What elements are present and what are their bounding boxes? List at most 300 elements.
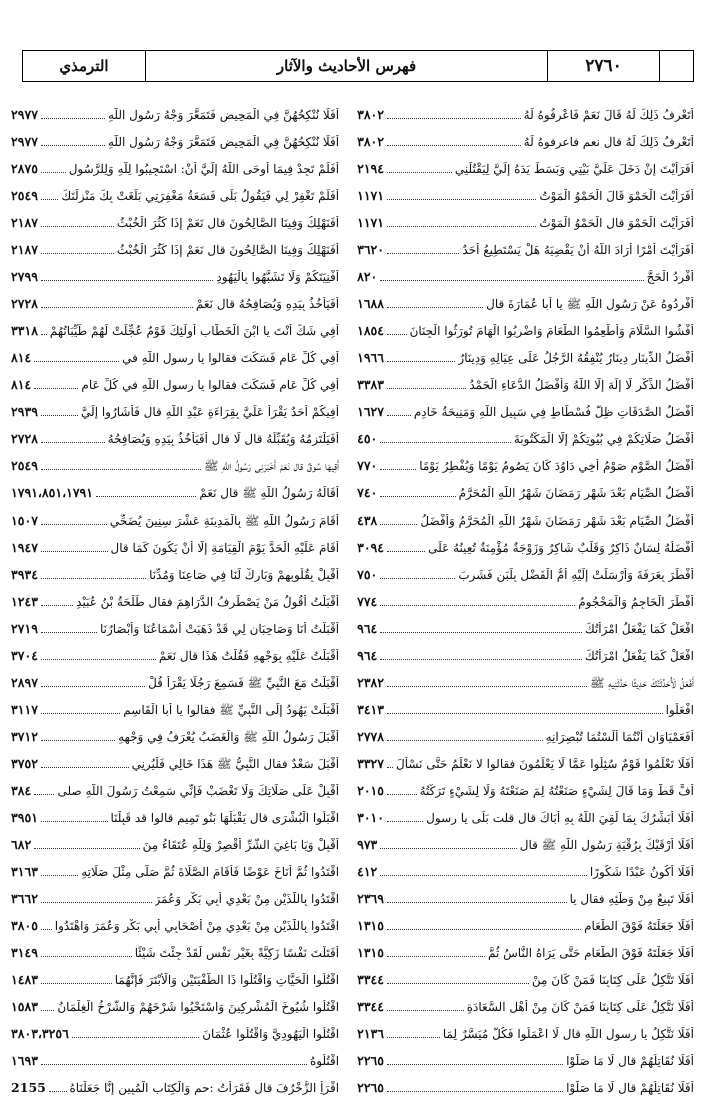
index-entry xyxy=(11,446,339,473)
index-entry xyxy=(357,419,694,446)
left-column xyxy=(11,95,339,1095)
leader-dots xyxy=(41,524,107,525)
index-entry xyxy=(357,717,694,744)
hadith-text: افْعَلُوا xyxy=(665,702,694,717)
leader-dots xyxy=(387,388,466,389)
index-entry xyxy=(11,987,339,1014)
hadith-number: ٣١٤٩ xyxy=(11,945,38,960)
leader-dots xyxy=(41,929,52,930)
hadith-text: أَقْبَلْتُ عَلَيْهِ بِوَجْهِهِ فَقُلْتُ هَذَا قال نَعَمْ xyxy=(158,648,340,663)
leader-dots xyxy=(387,307,483,308)
index-entry xyxy=(11,825,339,852)
leader-dots xyxy=(387,226,536,227)
hadith-text: أَفَنَهْلِكُ وَفِينَا الصَّالِحُونَ قال نَعَمْ إِذَا كَثُرَ الْخُبْثُ xyxy=(116,216,340,231)
leader-dots xyxy=(41,199,58,200)
index-entry xyxy=(357,636,694,663)
hadith-number: ٩٦٤ xyxy=(357,620,378,636)
hadith-text: أَقَامَ رَسُولُ اللَّهِ ﷺ بِالْمَدِينَةِ عَشْرَ سِنِينَ يُضَحِّي xyxy=(109,513,340,528)
index-entry xyxy=(11,879,339,906)
index-entry xyxy=(11,852,339,879)
hadith-text: أَقْبِلْ وَيَا بَاغِيَ الشَّرِّ أَقْصِرْ وَلِلَّهِ عُتَقَاءُ مِنَ xyxy=(142,837,340,852)
hadith-text: أَفَلَا نَتَّكِلُ عَلَى كِتَابِنَا فَمَنْ كَانَ مِنْ أَهْلِ السَّعَادَةِ xyxy=(466,1000,694,1015)
hadith-text: أَفَرَأَيْتَ الْحَمْوَ قَالَ الْحَمْوُ الْمَوْتُ xyxy=(539,189,694,204)
hadith-text: أَفَلَا تَعْلَمُوا قَوْمٌ سُئِلُوا عَمَّا لَا يَعْلَمُونَ فقالوا لا نَعْلَمُ حَتَّى نَسْأَلَ xyxy=(395,756,694,771)
leader-dots xyxy=(41,253,114,254)
hadith-number: ٢١٣٦ xyxy=(357,1026,384,1042)
index-entry xyxy=(11,636,339,663)
index-entry xyxy=(357,311,694,338)
leader-dots xyxy=(41,1010,54,1011)
index-entry xyxy=(357,122,694,149)
hadith-number: ٣٤١٣ xyxy=(357,701,384,717)
index-entry xyxy=(357,528,694,555)
leader-dots xyxy=(387,902,567,903)
leader-dots xyxy=(34,388,78,389)
hadith-text: أَقْبَلَ سَعْدٌ فقال النَّبِيُّ ﷺ هَذَا خَالِي فَلْيُرِنِي xyxy=(131,756,340,771)
hadith-text: أَفِي كُلِّ عَامٍ فَسَكَتَ فقالوا يا رسول اللَّهِ في xyxy=(122,351,340,366)
hadith-number: ٣٨٠٥ xyxy=(11,917,38,933)
leader-dots xyxy=(387,415,411,416)
index-entry xyxy=(357,392,694,419)
index-entry xyxy=(11,663,339,690)
index-entry xyxy=(11,1014,339,1041)
leader-dots xyxy=(41,280,214,281)
hadith-number: ٣٣٤٤ xyxy=(357,972,384,988)
hadith-text: افْعَلْ كَمَا يَفْعَلُ امْرَأَتُكَ xyxy=(584,648,694,663)
index-entry xyxy=(11,609,339,636)
index-entry xyxy=(357,149,694,176)
hadith-number: ٣٧٥٢ xyxy=(11,755,38,771)
hadith-text: أَفَنَهْلِكُ وَفِينَا الصَّالِحُونَ قال نَعَمْ إِذَا كَثُرَ الْخُبْثُ xyxy=(116,243,340,258)
leader-dots xyxy=(380,280,643,281)
index-entry xyxy=(357,798,694,825)
hadith-text: أَفْضَلُهُ لِسَانٌ ذَاكِرٌ وَقَلْبٌ شَاكِرٌ وَزَوْجَةٌ مُؤْمِنَةٌ تُعِينُهُ عَلَى xyxy=(428,540,694,555)
hadith-text: أَفَلَمْ تَجِدْ فِيمَا أُوحَى اللَّهُ إِلَيَّ أَنْ: اسْتَجِيبُوا لِلَّهِ وَلِلرَّسُولِ xyxy=(68,162,340,177)
index-entry xyxy=(357,771,694,798)
leader-dots xyxy=(380,605,575,606)
hadith-number: ٢٥٤٩ xyxy=(11,188,38,204)
leader-dots xyxy=(41,334,47,335)
hadith-number: ٣٧١٢ xyxy=(11,728,38,744)
hadith-text: أَقْبِلْ عَلَى صَلَاتِكَ وَلَا تَغْضَبْ فَإِنِّي سَمِعْتُ رَسُولَ اللَّهِ صلى xyxy=(57,783,340,798)
index-entry xyxy=(357,960,694,987)
hadith-text: أَفَيَلْتَزِمُهُ وَيُقَبِّلُهُ قال لَا قال أَفَيَأْخُذُ بِيَدِهِ وَيُصَافِحُهُ xyxy=(107,432,340,447)
hadith-text: أَفْنِيَتَكُمْ وَلَا تَشَبَّهُوا بِالْيَهُودِ xyxy=(216,270,340,285)
leader-dots xyxy=(387,929,581,930)
index-entry xyxy=(11,798,339,825)
index-entry xyxy=(11,230,339,257)
index-entry xyxy=(11,311,339,338)
index-entry xyxy=(11,149,339,176)
index-entry xyxy=(357,95,694,122)
index-entry xyxy=(357,582,694,609)
hadith-text: أَفَرَأَيْتَ أَمْرًا أَرَادَ اللَّهُ أَنْ يَقْضِيَهُ هَلْ يَسْتَطِيعُ أَحَدٌ xyxy=(462,243,694,258)
page-header xyxy=(22,50,694,82)
hadith-number: ٢٧٢٨ xyxy=(11,296,38,312)
hadith-number: ١١٧١ xyxy=(357,188,384,204)
hadith-number: ٢٨٧٥ xyxy=(11,161,38,177)
leader-dots xyxy=(41,307,193,308)
hadith-text: أَقْبَلْتُ أَنَا وَصَاحِبَانِ لِي قَدْ ذَهَبَتْ أَسْمَاعُنَا وَأَبْصَارُنَا xyxy=(99,621,340,636)
hadith-number: ٢١٨٧ xyxy=(11,242,38,258)
leader-dots xyxy=(41,686,145,687)
hadith-number: ٢٢٦٥ xyxy=(357,1080,384,1096)
leader-dots xyxy=(380,848,516,849)
hadith-number: ٢٥٤٩ xyxy=(11,458,38,474)
leader-dots xyxy=(387,551,425,552)
hadith-number: ٧٧٤ xyxy=(357,593,378,609)
hadith-number: ١٩٤٧ xyxy=(11,539,38,555)
index-entry xyxy=(357,690,694,717)
hadith-text: اقْرَأِ الزُّخْرُفَ قال فَقَرَأْتُ :حم وَالْكِتَابِ الْمُبِينِ إِنَّا جَعَلْنَاهُ xyxy=(69,1081,340,1096)
hadith-text: اقْتَدُوا بِاللَّذَيْنِ مِنْ بَعْدِي أَبِي بَكْرٍ وَعُمَرَ xyxy=(154,891,340,906)
hadith-number: ١٧٩١،٨٥١،١٧٩١ xyxy=(11,485,93,501)
hadith-number: ٣٠١٠ xyxy=(357,809,384,825)
hadith-number: ١٨٥٤ xyxy=(357,323,384,339)
hadith-number: ١٦٨٨ xyxy=(357,296,384,312)
hadith-number: ٣١١٧ xyxy=(11,701,38,717)
leader-dots xyxy=(387,361,455,362)
index-entry xyxy=(11,365,339,392)
leader-dots xyxy=(387,956,485,957)
leader-dots xyxy=(387,767,393,768)
hadith-text: اقْتُلُوهُ xyxy=(309,1054,340,1069)
leader-dots xyxy=(387,821,423,822)
index-entry xyxy=(11,555,339,582)
leader-dots xyxy=(380,578,455,579)
index-entry xyxy=(11,122,339,149)
index-entry xyxy=(357,609,694,636)
leader-dots xyxy=(380,659,582,660)
hadith-text: أَفَلَا أُبَشِّرُكَ بِمَا لَقِيَ اللَّهُ بِهِ أَبَاكَ قال قلت بَلَى يا رسول xyxy=(426,810,694,825)
hadith-number: ٣١٦٣ xyxy=(11,863,38,879)
leader-dots xyxy=(41,1064,307,1065)
index-entry xyxy=(357,879,694,906)
hadith-text: أَفَلَا تَبِيعُ مِنْ وَطْئِهِ فقال يا xyxy=(569,891,694,906)
index-entry xyxy=(11,257,339,284)
leader-dots xyxy=(41,875,78,876)
index-entry xyxy=(357,500,694,527)
header-empty-cell xyxy=(659,51,693,81)
index-columns xyxy=(11,95,694,1096)
hadith-number: ٢١٩٤ xyxy=(357,161,384,177)
hadith-text: أَفَلَمْ تَغْفِرْ لِي فَيَقُولُ بَلَى فَسَعَةُ مَغْفِرَتِي بَلَغَتْ بِكَ مَنْزِلَتَكَ xyxy=(61,189,340,204)
leader-dots xyxy=(41,442,105,443)
hadith-number: ٣٦٢٠ xyxy=(357,242,384,258)
hadith-text: اقْتُلُوا شُيُوخَ الْمُشْرِكِينَ وَاسْتَحْيُوا شَرْخَهُمْ وَالشَّرْخُ الْغِلْمَانُ xyxy=(57,1000,340,1015)
hadith-text: أَقْبَلْتُ مَعَ النَّبِيِّ ﷺ فَسَمِعَ رَجُلًا يَقْرَأُ قُلْ xyxy=(148,675,340,690)
leader-dots xyxy=(41,767,129,768)
hadith-text: أَفِيكُمْ أَحَدٌ يَقْرَأُ عَلَيَّ بِقِرَاءَةِ عَبْدِ اللَّهِ قال فَأَشَارُوا إِلَيَّ xyxy=(81,405,340,420)
index-entry xyxy=(357,933,694,960)
hadith-text: أَفِي كُلِّ عَامٍ فَسَكَتَ فقالوا يا رسول اللَّهِ في كُلِّ عَامٍ xyxy=(81,378,340,393)
leader-dots xyxy=(380,442,511,443)
leader-dots xyxy=(387,145,521,146)
hadith-number: ٨١٤ xyxy=(11,377,32,393)
leader-dots xyxy=(96,496,196,497)
index-entry xyxy=(357,1068,694,1095)
hadith-text: أَفَعَمْيَاوَانِ أَنْتُمَا أَلَسْتُمَا تُبْصِرَانِهِ xyxy=(545,729,694,744)
hadith-text: اقْتَدُوا ثُمَّ أَنَاخَ عَوْضًا فَأَقَامَ الصَّلَاةَ ثُمَّ صَلَّى مِثْلَ صَلَاتِهِ xyxy=(81,864,340,879)
index-entry xyxy=(11,744,339,771)
index-entry xyxy=(357,176,694,203)
hadith-number: ٣٨٠٢ xyxy=(357,107,384,123)
hadith-text: أَقْبِلْ بِقُلُوبِهِمْ وَبَارِكْ لَنَا فِي صَاعِنَا وَمُدِّنَا xyxy=(149,567,340,582)
index-entry xyxy=(357,1041,694,1068)
hadith-number: ٤٥٠ xyxy=(357,431,378,447)
hadith-text: أَقْبَلَ رَسُولُ اللَّهِ ﷺ وَالْغَضَبُ يُعْرَفُ فِي وَجْهِهِ xyxy=(118,729,340,744)
hadith-text: أَقَالَهُ رَسُولُ اللَّهِ ﷺ قال نَعَمْ xyxy=(199,486,340,501)
leader-dots xyxy=(41,145,105,146)
leader-dots xyxy=(41,469,201,470)
hadith-number: ٣٩٣٤ xyxy=(11,566,38,582)
index-entry xyxy=(11,960,339,987)
hadith-number: ٣٣١٨ xyxy=(11,323,38,339)
hadith-text: أَتَعْرِفُ ذَلِكَ لَهُ قال نعم فاعرفوهُ لَهُ xyxy=(523,135,694,150)
leader-dots xyxy=(387,686,587,687)
hadith-text: أَقِيهَا سُوقٌ قال نَعَمْ أَخْبَرَنِي رَسُولُ اللَّهِ ﷺ xyxy=(203,459,340,474)
hadith-text: أَفْضَلُ الصِّيَامِ بَعْدَ شَهْرِ رَمَضَانَ شَهْرُ اللَّهِ الْمُحَرَّمُ وَأَفْضَلُ xyxy=(420,513,694,528)
index-entry xyxy=(11,690,339,717)
index-entry xyxy=(357,1014,694,1041)
hadith-text: أَقْبَلْتُ أَقُولُ مَنْ يَصْطَرِفُ الدَّرَاهِمَ فقال طَلْحَةُ بْنُ عُبَيْدِ xyxy=(76,594,340,609)
hadith-text: أَفَيَأْخُذُ بِيَدِهِ وَيُصَافِحُهُ قال نَعَمْ xyxy=(195,297,340,312)
hadith-text: أَفْعَلُ لَأُحَدِّثَنَّكَ حَدِيثًا حَدَّثَنِيهِ ﷺ xyxy=(589,675,694,690)
hadith-text: أَفَرَأَيْتَ إِنْ دَخَلَ عَلَيَّ بَيْتِي وَبَسَطَ يَدَهُ إِلَيَّ لِيَقْتُلَنِي xyxy=(454,162,694,177)
hadith-number: ٩٦٤ xyxy=(357,647,378,663)
hadith-number: ١٤٨٣ xyxy=(11,972,38,988)
book-name: الترمذي xyxy=(59,57,109,75)
hadith-number: ٢١٨٧ xyxy=(11,215,38,231)
page-number: ٢٧٦٠ xyxy=(547,51,659,81)
hadith-number: ١٦٩٣ xyxy=(11,1053,38,1069)
index-entry xyxy=(11,717,339,744)
hadith-text: أَفْشُوا السَّلَامَ وَأَطْعِمُوا الطَّعَامَ وَاضْرِبُوا الْهَامَ تُورَثُوا الْجِنَانَ xyxy=(409,324,694,339)
leader-dots xyxy=(387,1037,440,1038)
index-entry xyxy=(357,446,694,473)
hadith-number: ٣٨٠٢ xyxy=(357,134,384,150)
leader-dots xyxy=(41,551,108,552)
hadith-number: ٧٧٠ xyxy=(357,458,378,474)
leader-dots xyxy=(41,578,146,579)
hadith-text: أَقَتَلْتَ نَفْسًا زَكِيَّةً بِغَيْرِ نَفْسٍ لَقَدْ جِئْتَ شَيْئًا xyxy=(134,946,340,960)
hadith-text: أَفْضَلُ الصَّوْمِ صَوْمُ أَخِي دَاوُدَ كَانَ يَصُومُ يَوْمًا وَيُفْطِرُ يَوْمًا xyxy=(419,459,694,474)
leader-dots xyxy=(34,848,139,849)
leader-dots xyxy=(41,632,97,633)
leader-dots xyxy=(387,740,543,741)
hadith-text: اقْتُلُوا الْيَهُودِيَّ وَاقْتُلُوا عُثْمَانَ xyxy=(202,1027,340,1042)
index-entry xyxy=(11,528,339,555)
leader-dots xyxy=(41,118,105,119)
leader-dots xyxy=(34,361,119,362)
hadith-number: ٨٢٠ xyxy=(357,269,378,285)
index-entry xyxy=(11,419,339,446)
hadith-text: اقْبَلُوا الْبُشْرَى قال يَقْبَلْهَا بَنُو تَمِيمٍ قالوا قد قَبِلْنَا xyxy=(110,810,340,825)
leader-dots xyxy=(41,605,73,606)
index-entry xyxy=(357,365,694,392)
leader-dots xyxy=(41,821,108,822)
hadith-number: ٤٣٨ xyxy=(357,512,378,528)
hadith-number: ٧٥٠ xyxy=(357,566,378,582)
hadith-number: ٣٨٠٣،٣٢٥٦ xyxy=(11,1026,69,1042)
index-entry xyxy=(357,555,694,582)
hadith-text: أَفَلَا أَكُونُ عَبْدًا شَكُورًا xyxy=(589,864,694,879)
hadith-number: ١٥٠٧ xyxy=(11,512,38,528)
hadith-number: ١٣١٥ xyxy=(357,917,384,933)
hadith-text: افْعَلْ كَمَا يَفْعَلُ امْرَأَتُكَ xyxy=(584,621,694,636)
hadith-number: ٢٢٦٥ xyxy=(357,1053,384,1069)
index-entry xyxy=(11,1068,339,1095)
hadith-text: أَفْضَلُ الصَّدَقَاتِ ظِلُّ فُسْطَاطٍ فِي سَبِيلِ اللَّهِ وَمَنِيحَةُ خَادِمٍ xyxy=(413,405,694,420)
hadith-number: ٢٧٢٨ xyxy=(11,431,38,447)
leader-dots xyxy=(380,875,587,876)
leader-dots xyxy=(380,524,417,525)
hadith-number: ٩٧٣ xyxy=(357,836,378,852)
index-entry xyxy=(357,744,694,771)
index-entry xyxy=(357,906,694,933)
index-entry xyxy=(11,771,339,798)
leader-dots xyxy=(387,1064,563,1065)
hadith-number: ٣٦٦٢ xyxy=(11,890,38,906)
index-title: فهرس الأحاديث والآثار xyxy=(145,51,547,81)
hadith-number: ٣٨٤ xyxy=(11,782,32,798)
leader-dots xyxy=(387,199,536,200)
leader-dots xyxy=(387,983,529,984)
index-entry xyxy=(11,500,339,527)
index-entry xyxy=(357,203,694,230)
index-entry xyxy=(11,1041,339,1068)
index-entry xyxy=(11,582,339,609)
leader-dots xyxy=(41,226,114,227)
index-entry xyxy=(357,825,694,852)
hadith-text: أَفَلَا تَتَّكِلُ عَلَى كِتَابِنَا فَمَنْ كَانَ مِنْ xyxy=(531,973,694,988)
hadith-number: ٧٤٠ xyxy=(357,485,378,501)
index-entry xyxy=(11,95,339,122)
hadith-number: ٨١٤ xyxy=(11,350,32,366)
hadith-text: اقْتَدُوا بِاللَّذَيْنِ مِنْ بَعْدِي مِنْ أَصْحَابِي أَبِي بَكْرٍ وَعُمَرَ وَاهْتَدُوا xyxy=(54,918,340,933)
right-column xyxy=(357,95,694,1095)
leader-dots xyxy=(380,469,416,470)
index-entry xyxy=(11,338,339,365)
index-entry xyxy=(357,338,694,365)
hadith-number: ٢٣٨٢ xyxy=(357,674,384,690)
hadith-text: أَقْبَلَتْ يَهُودُ إِلَى النَّبِيِّ ﷺ فقالوا يا أبا الْقَاسِمِ xyxy=(123,702,340,717)
hadith-text: أَفَلَا جَعَلْتَهُ فَوْقَ الطَّعَامِ xyxy=(584,918,694,933)
hadith-text: اقْتُلُوا الْحَيَّاتِ وَاقْتُلُوا ذَا الطُّفْيَتَيْنِ وَالْأَبْتَرَ فَإِنَّهُمَا xyxy=(114,973,340,988)
hadith-number: ٤١٢ xyxy=(357,863,378,879)
hadith-text: أَفْطَرَ بِعَرَفَةَ وَأَرْسَلَتْ إِلَيْهِ أُمُّ الْفَضْلِ بِلَبَنٍ فَشَرِبَ xyxy=(458,567,694,582)
leader-dots xyxy=(387,794,417,795)
hadith-number: ٢٧١٩ xyxy=(11,620,38,636)
hadith-number: ٣٣٨٣ xyxy=(357,377,384,393)
hadith-number: ٣٩٥١ xyxy=(11,809,38,825)
leader-dots xyxy=(387,253,459,254)
hadith-number: ٢٧٩٩ xyxy=(11,269,38,285)
index-entry xyxy=(357,284,694,311)
leader-dots xyxy=(41,740,115,741)
hadith-text: أَفِي شَكٍّ أَنْتَ يا ابْنَ الْخَطَّابِ أُولَئِكَ قَوْمٌ عُجِّلَتْ لَهُمْ طَيِّبَاتُهُمْ xyxy=(49,324,340,339)
leader-dots xyxy=(41,983,112,984)
index-entry xyxy=(11,176,339,203)
hadith-text: أَفَلَا أَرْقَيْكَ بِرُقْيَةٍ رَسُولِ اللَّهِ ﷺ قال xyxy=(519,837,694,852)
hadith-text: أُفٍّ قَطُّ وَمَا قَالَ لِشَيْءٍ صَنَعْتُهُ لِمَ صَنَعْتَهُ وَلَا لِشَيْءٍ تَرَكْتُهُ xyxy=(419,783,694,798)
hadith-number: ١٢٤٣ xyxy=(11,593,38,609)
hadith-text: أَفْرِدُوهُ عَنْ رَسُولِ اللَّهِ ﷺ يا أبا عُمَارَةَ قال xyxy=(486,297,694,312)
leader-dots xyxy=(387,1091,563,1092)
hadith-text: أَفَلَا نُنْكِحُهُنَّ فِي الْمَحِيضِ فَتَمَعَّرَ وَجْهُ رَسُولِ اللَّهِ xyxy=(107,108,340,123)
leader-dots xyxy=(41,659,156,660)
hadith-text: أَفَرَأَيْتَ الْحَمْوَ قال الْحَمْوُ الْمَوْتُ xyxy=(539,216,694,231)
hadith-text: أَفَلَا نُقَاتِلُهُمْ قال لَا مَا صَلَّوْا xyxy=(566,1081,694,1096)
leader-dots xyxy=(34,794,54,795)
hadith-number: ٦٨٢ xyxy=(11,836,32,852)
index-entry xyxy=(11,203,339,230)
leader-dots xyxy=(387,334,407,335)
leader-dots xyxy=(49,1091,67,1092)
hadith-number: ١٦٢٧ xyxy=(357,404,384,420)
hadith-number: ٢٨٩٧ xyxy=(11,674,38,690)
hadith-number: ١١٧١ xyxy=(357,215,384,231)
hadith-number: ٣٣٤٤ xyxy=(357,999,384,1015)
hadith-text: أَفَلَا نُقَاتِلُهُمْ قال لَا مَا صَلَّوْا xyxy=(566,1054,694,1069)
leader-dots xyxy=(380,632,582,633)
hadith-text: أَفْرِدُ الْحَجَّ xyxy=(646,270,694,285)
hadith-text: أَفْضَلُ الصِّيَامِ بَعْدَ شَهْرِ رَمَضَانَ شَهْرُ اللَّهِ الْمُحَرَّمُ xyxy=(458,486,694,501)
hadith-number: ٢٣٦٩ xyxy=(357,890,384,906)
leader-dots xyxy=(41,172,66,173)
index-entry xyxy=(11,473,339,500)
hadith-number: ٢٩٧٧ xyxy=(11,107,38,123)
leader-dots xyxy=(41,956,132,957)
leader-dots xyxy=(387,172,452,173)
hadith-text: أَفْطَرَ الْحَاجِمُ وَالْمَحْجُومُ xyxy=(578,594,694,609)
hadith-number: ٣٣٢٧ xyxy=(357,755,384,771)
index-entry xyxy=(11,906,339,933)
hadith-number: ٢٧٧٨ xyxy=(357,728,384,744)
hadith-text: أَفَلَا جَعَلْتَهُ فَوْقَ الطَّعَامِ حَتَّى يَرَاهُ النَّاسُ ثُمَّ xyxy=(488,946,694,960)
leader-dots xyxy=(41,902,152,903)
index-entry xyxy=(11,392,339,419)
hadith-number: ٢٠١٥ xyxy=(357,782,384,798)
hadith-text: أَقَامَ عَلَيْهِ الْحَدَّ يَوْمَ الْقِيَامَةِ إِلَّا أَنْ يَكُونَ كَمَا قال xyxy=(110,540,340,555)
index-entry xyxy=(357,852,694,879)
leader-dots xyxy=(387,713,663,714)
hadith-number: ١٣١٥ xyxy=(357,945,384,960)
hadith-number: ٣٠٩٤ xyxy=(357,539,384,555)
leader-dots xyxy=(41,713,120,714)
leader-dots xyxy=(380,496,455,497)
hadith-number: ٢٩٧٧ xyxy=(11,134,38,150)
hadith-text: أَفْضَلُ الذِّكْرِ لَا إِلَهَ إِلَّا اللَّهُ وَأَفْضَلُ الدُّعَاءِ الْحَمْدُ xyxy=(469,378,694,393)
hadith-text: أَتَعْرِفُ ذَلِكَ لَهُ قَالَ نَعَمْ فَاعْرِفُوهُ لَهُ xyxy=(523,108,694,123)
hadith-text: أَفْضَلُ الدِّينَارِ دِينَارٌ يُنْفِقُهُ الرَّجُلُ عَلَى عِيَالِهِ وَدِينَارٌ xyxy=(458,351,694,366)
index-entry xyxy=(357,230,694,257)
index-entry xyxy=(357,473,694,500)
leader-dots xyxy=(72,1037,199,1038)
hadith-text: أَفَلَا نَتَّكِلُ يا رسول اللَّهِ قال لَا اعْمَلُوا فَكُلٌّ مُيَسَّرٌ لِمَا xyxy=(442,1027,694,1042)
hadith-number: ٣٧٠٤ xyxy=(11,647,38,663)
index-entry xyxy=(357,987,694,1014)
hadith-text: أَفْضَلُ صَلَاتِكُمْ فِي بُيُوتِكُمْ إِلَّا الْمَكْتُوبَةَ xyxy=(513,432,694,447)
hadith-number: ١٩٦٦ xyxy=(357,350,384,366)
leader-dots xyxy=(41,415,78,416)
hadith-number: ٢٩٣٩ xyxy=(11,404,38,420)
hadith-number: 2155 xyxy=(11,1080,46,1096)
index-entry xyxy=(357,663,694,690)
hadith-text: أَفَلَا نُنْكِحُهُنَّ فِي الْمَحِيضِ فَتَمَعَّرَ وَجْهُ رَسُولِ اللَّهِ xyxy=(107,135,340,150)
hadith-number: ١٥٨٣ xyxy=(11,999,38,1015)
leader-dots xyxy=(387,1010,464,1011)
